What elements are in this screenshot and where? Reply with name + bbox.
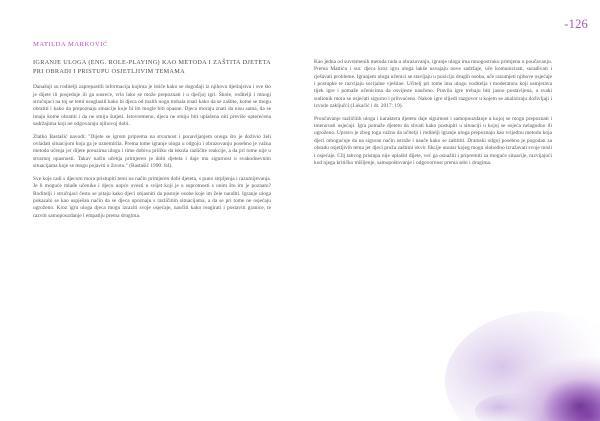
body-paragraph: Današnji su roditelji zaprepastili informacija kojima je ističe kako se dogođaji iz njihova djetinjstva i sve što je dijete ili posjeduje ili ga susreće, vrlo lako se može prepoznati i u dječjoj igri. Škole, roditelji i mnogi stručnjaci na toj se temi usuglasili kako bi djeca od malih nogu trebala znati kako da se zaštite, kome se mogu obratiti i kako da prepoznaju situacije koje bi im mogle biti opasne. Djeca moraju znati da nisu sama, da se imaju kome obratiti i da ne smiju šutjeti. Istovremeno, djeca ne smiju biti uplašena niti previše opterećena sadržajima koji ne odgovaraju njihovoj dobi. [33, 84, 271, 128]
body-paragraph: Sve koje radi s djecom mora pristupiti temi na način primjeren dobi djeteta, s puno strpljenja i razumijevanja. Je li moguće mlađe učenike i djecu uopće uvesti u svijet koji je u suprotnosti s onim što im je poznato? Roditelji i stručnjaci često se pitaju kako djeci objasniti da postoje osobe koje im žele nauditi. Igranje uloga pokazalo se kao uspješan način da se djeca upoznaju s različitim situacijama, a da se pri tome ne osjećaju ugroženo. Kroz igru uloga djeca mogu izraziti svoje osjećaje, naučiti kako reagirati i postaviti granice, te razviti samopouzdanje i empatiju prema drugima. [33, 175, 271, 219]
body-paragraph: Kao jedna od suvremenih metoda rada u obrazovanju, igranje uloga ima mnogostruku primjenu u poučavanju. Prema Mattiću i sur. djeca kroz igru uloga lakše usvajaju nove sadržaje, uče komunicirati, surađivati i rješavati probleme. Igranjem uloga učenici se stavljaju u poziciju drugih osoba, uče razumjeti njihove osjećaje i postupke te razvijaju socijalne vještine. Učitelj pri tome ima ulogu voditelja i moderatora koji usmjerava tijek igre i pomaže učenicima da osvijeste naučeno. Pravila igre trebaju biti jasno postavljena, a svaki sudionik mora se osjećati sigurno i prihvaćeno. Nakon igre slijedi razgovor u kojem se analiziraju doživljaji i izvode zaključci (Lukačić i dr. 2017: 19). [314, 59, 553, 110]
right-column [314, 59, 552, 173]
section-title: IGRANJE ULOGA (ENG. ROLE-PLAYING) KAO METODA I ZAŠTITA DJETETA PRI OBRADI I PRISTUPU OSJETLJIVIM TEMAMA [33, 59, 271, 75]
watercolor-decoration [430, 271, 600, 421]
page-number: -126 [564, 17, 588, 31]
body-paragraph: Proučavanje različitih uloga i karaktera djetetu daje sigurnost i samopouzdanje u kojoj se mogu prepoznati i imenovati osjećaji. Igra pomaže djetetu da shvati kako postupiti u situaciji u kojoj se osjeća nelagodno ili ugroženo. Upravo je zbog toga važno da učitelji i roditelji igranje uloga prepoznaju kao vrijednu metodu koja djeci omogućuje da na siguran način istraže i nauče kako se zaštititi. Dramski odgoj posebno je pogodan za obradu osjetljivih tema jer djeci pruža zaštitni okvir fikcije unutar kojeg mogu slobodno izražavati svoje misli i osjećaje. Cilj takvog pristupa nije uplašiti dijete, već ga osnažiti i pripremiti za moguće situacije, razvijajući kod njega kritičko mišljenje, samopoštovanje i odgovornost prema sebi i drugima. [314, 115, 552, 166]
body-paragraph: Zlatko Bastašić navodi: "Dijete se igrom priprema na stvarnost i ponavljanjem onoga što je doživio želi ovladati situacijom koja ga je uznemirila. Prema tome igranje uloga u odgoju i obrazovanju posebno je važna metoda učenja jer dijete preuzima ulogu i time dobiva priliku da iskuša različite reakcije, a da pri tome nije u stvarnoj opasnosti. Takav način učenja primjeren je dobi djeteta i daje mu sigurnost u svakodnevnim situacijama koje se mogu pojaviti u životu." (Bastašić 1990: 84). [33, 133, 271, 170]
left-column [33, 59, 271, 225]
author-name: MATILDA MARKOVIĆ [33, 41, 108, 48]
